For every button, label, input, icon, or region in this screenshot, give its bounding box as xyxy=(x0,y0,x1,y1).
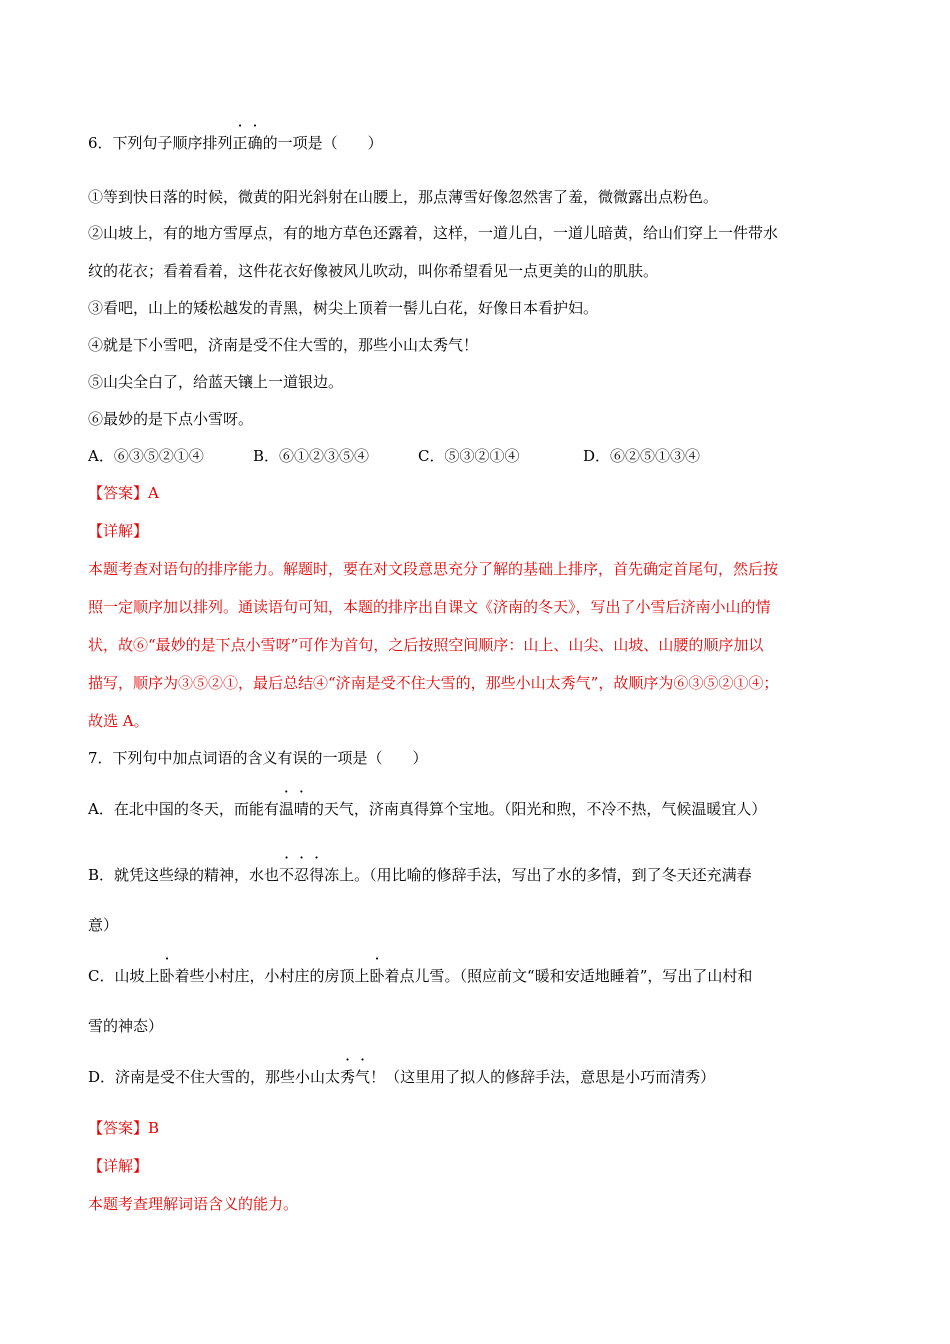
option-text: A．在北中国的冬天，而能有 xyxy=(88,800,279,818)
q6-sentence-5: ⑤山尖全白了，给蓝天镶上一道银边。 xyxy=(88,373,344,391)
q7-option-a xyxy=(88,798,766,820)
option-text: C．山坡上 xyxy=(88,967,160,985)
q6-option-b: B．⑥①②③⑤④ xyxy=(253,447,370,465)
emphasis-char: 气 xyxy=(355,1068,371,1086)
q7-stem: 7．下列句中加点词语的含义有误的一项是（ ） xyxy=(88,749,428,767)
q6-detail-line-3: 状，故⑥“最妙的是下点小雪呀”可作为首句，之后按照空间顺序：山上、山尖、山坡、山腰的顺序加以 xyxy=(88,636,764,654)
q7-detail-label: 【详解】 xyxy=(88,1157,149,1175)
q6-option-a: A．⑥③⑤②①④ xyxy=(88,447,204,465)
option-text: 的天气，济南真得算个宝地。（阳光和煦，不冷不热，气候温暖宜人） xyxy=(308,800,767,818)
emphasis-char: 确 xyxy=(247,134,263,152)
q6-option-c: C．⑤③②①④ xyxy=(418,447,520,465)
q7-detail-line: 本题考查理解词语含义的能力。 xyxy=(88,1195,299,1213)
q7-option-c xyxy=(88,965,752,987)
q6-option-d: D．⑥②⑤①③④ xyxy=(583,447,701,465)
q6-sentence-1: ①等到快日落的时候，微黄的阳光斜射在山腰上，那点薄雪好像忽然害了羞，微微露出点粉色。 xyxy=(88,188,719,206)
answer-value: B xyxy=(148,1119,160,1137)
option-text: ！（这里用了拟人的修辞手法，意思是小巧而清秀） xyxy=(370,1068,716,1086)
option-text: 冻上。（用比喻的修辞手法，写出了水的多情，到了冬天还充满春 xyxy=(324,866,752,884)
q6-sentence-6: ⑥最妙的是下点小雪呀。 xyxy=(88,410,254,428)
q7-answer xyxy=(88,1117,159,1139)
option-text: 着点儿雪。（照应前文“暖和安适地睡着”，写出了山村和 xyxy=(384,967,753,985)
emphasis-char: 晴 xyxy=(293,800,309,818)
emphasis-char: 卧 xyxy=(369,967,385,985)
q6-answer xyxy=(88,482,159,504)
emphasis-char: 得 xyxy=(309,866,325,884)
q6-sentence-4: ④就是下小雪吧，济南是受不住大雪的，那些小山太秀气！ xyxy=(88,336,479,354)
emphasis-char: 忍 xyxy=(294,866,310,884)
q6-detail-line-4: 描写，顺序为③⑤②①，最后总结④“济南是受不住大雪的，那些小山太秀气”，故顺序为⑥③⑤②①④； xyxy=(88,674,779,692)
emphasis-char: 不 xyxy=(279,866,295,884)
q6-detail-label: 【详解】 xyxy=(88,522,149,540)
option-text: B．就凭这些绿的精神，水也 xyxy=(88,866,280,884)
emphasis-char: 卧 xyxy=(159,967,175,985)
q7-option-b xyxy=(88,864,752,886)
emphasis-char: 秀 xyxy=(340,1068,356,1086)
emphasis-char: 温 xyxy=(278,800,294,818)
q6-detail-line-5: 故选 A。 xyxy=(88,712,149,730)
q6-sentence-3: ③看吧，山上的矮松越发的青黑，树尖上顶着一髻儿白花，好像日本看护妇。 xyxy=(88,299,599,317)
option-text: D．济南是受不住大雪的，那些小山太 xyxy=(88,1068,341,1086)
q6-stem-text: 的一项是（ ） xyxy=(262,134,383,152)
answer-label: 【答案】 xyxy=(88,484,149,502)
emphasis-char: 正 xyxy=(232,134,248,152)
q6-sentence-2-cont: 纹的花衣；看着看着，这件花衣好像被风儿吹动，叫你希望看见一点更美的山的肌肤。 xyxy=(88,262,659,280)
q7-option-d xyxy=(88,1066,715,1088)
q7-option-c-cont: 雪的神态） xyxy=(88,1017,164,1035)
option-text: 着些小村庄，小村庄的房顶上 xyxy=(174,967,370,985)
q6-detail-line-2: 照一定顺序加以排列。通读语句可知，本题的排序出自课文《济南的冬天》，写出了小雪后济南小山的情 xyxy=(88,598,771,616)
q7-option-b-cont: 意） xyxy=(88,916,119,934)
q6-detail-line-1: 本题考查对语句的排序能力。解题时，要在对文段意思充分了解的基础上排序，首先确定首尾句，然后按 xyxy=(88,560,779,578)
q6-stem-text: 6．下列句子顺序排列 xyxy=(88,134,233,152)
answer-label: 【答案】 xyxy=(88,1119,149,1137)
q6-sentence-2: ②山坡上，有的地方雪厚点，有的地方草色还露着，这样，一道儿白，一道儿暗黄，给山们穿上一件带水 xyxy=(88,224,779,242)
q6-stem xyxy=(88,132,383,154)
answer-value: A xyxy=(148,484,159,502)
